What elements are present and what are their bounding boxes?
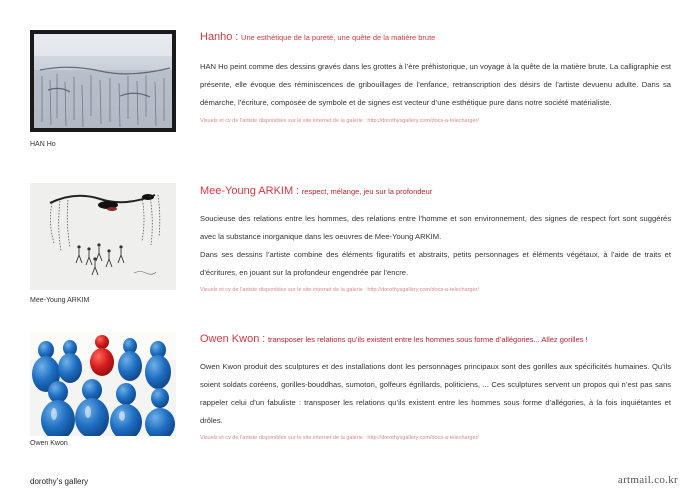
entry-description: Dans ses dessins l’artiste combine des éléments figuratifs et abstraits, petits personnages et éléments végétaux, à l’aide de traits et d’écritures, en jouant sur la profondeur engendrée par l’encre.	[200, 250, 671, 277]
source-note: Visuels et cv de l’artiste disponibles sur le site internet de la galerie : http://dorothysgallery.com/docs-a-telecharger/	[200, 435, 479, 441]
entry-subtitle: transposer les relations qu’ils existent entre les hommes sous forme d’allégories... Allez gorilles !	[267, 335, 588, 344]
source-note: Visuels et cv de l’artiste disponibles sur le site internet de la galerie : http://dorothysgallery.com/docs-a-telecharger/	[200, 287, 479, 293]
entry-heading	[200, 31, 671, 44]
artwork-image-arkim	[30, 183, 176, 290]
artist-name: Hanho	[200, 31, 233, 43]
site-watermark: artmail.co.kr	[617, 474, 678, 486]
artwork-caption: Mee-Young ARKIM	[30, 297, 90, 304]
entry-subtitle: respect, mélange, jeu sur la profondeur	[301, 187, 433, 196]
entry-description: Soucieuse des relations entre les hommes, des relations entre l’homme et son environnement, des signes de respect fort sont suggérés avec la substance inorganique dans les oeuvres de Mee-Young ARKIM.	[200, 214, 671, 241]
artwork-image-owen-kwon	[30, 332, 176, 436]
heading-separator: :	[295, 185, 299, 197]
entry-heading	[200, 185, 671, 198]
heading-separator: :	[235, 31, 239, 43]
entry-heading	[200, 333, 671, 346]
entry-description: Owen Kwon produit des sculptures et des installations dont les personnages principaux sont des gorilles aux spécificités humaines. Qu’ils soient soldats coréens, gorilles-bouddhas, sumotori, golfeurs égrillards, politiciens, ... Ces sculptures servent un propos qui n’est pas sans rappeler celui d’un fabuliste : transposer les relations qu’ils existent entre les hommes sous forme d’allégories, à la fois inquiétantes et drôles.	[200, 362, 671, 425]
artwork-caption: HAN Ho	[30, 141, 56, 148]
artist-name: Mee-Young ARKIM	[200, 185, 294, 197]
artwork-caption: Owen Kwon	[30, 440, 68, 447]
heading-separator: :	[262, 333, 266, 345]
gallery-name: dorothy’s gallery	[30, 477, 89, 486]
artist-name: Owen Kwon	[200, 333, 260, 345]
entry-subtitle: Une esthétique de la pureté, une quête de la matière brute	[241, 33, 436, 42]
source-note: Visuels et cv de l’artiste disponibles sur le site internet de la galerie : http://dorothysgallery.com/docs-a-telecharger/	[200, 118, 479, 124]
entry-description: HAN Ho peint comme des dessins gravés dans les grottes à l’ère préhistorique, un voyage à la quête de la matière brute. La calligraphie est présente, elle évoque des réminiscences de gribouillages de l’enfance, retranscription des désirs de l’artiste devuenu adulte. Dans sa démarche, l’écriture, composée de symbole et de signes est vecteur d’une esthétique pure dans notre société matérialiste.	[200, 62, 671, 107]
artwork-image-hanho	[30, 30, 176, 132]
